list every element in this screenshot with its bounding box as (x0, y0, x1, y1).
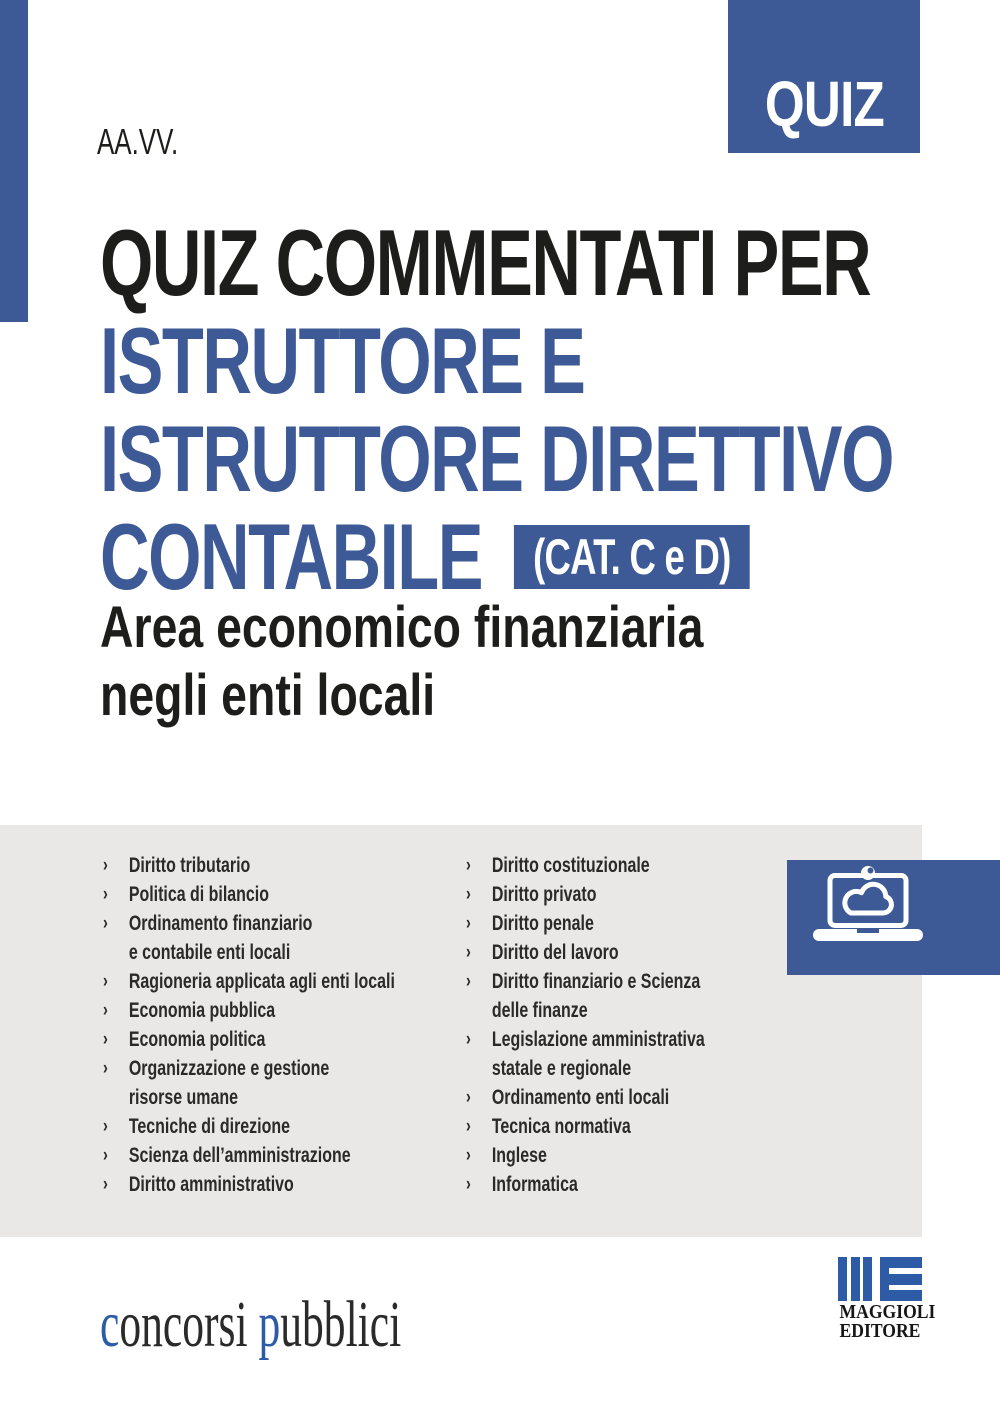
topic-label: Diritto costituzionale (491, 854, 650, 877)
topic-label: statale e regionale (491, 1057, 632, 1080)
list-item (466, 1170, 705, 1199)
online-content-box (787, 860, 1000, 975)
list-item (466, 967, 705, 996)
brand-text: ubblici (280, 1288, 402, 1361)
topic-label: Diritto penale (491, 912, 594, 935)
topic-label: Scienza dell’amministrazione (128, 1144, 351, 1167)
list-item (103, 1083, 395, 1112)
topic-label: Economia politica (128, 1028, 266, 1051)
chevron-bullet: › (103, 1058, 108, 1079)
title-line-1: QUIZ COMMENTATI PER (100, 210, 871, 315)
laptop-cloud-icon (813, 863, 923, 943)
topic-label: risorse umane (128, 1086, 238, 1109)
subtitle-line-2: negli enti locali (100, 663, 436, 728)
chevron-bullet: › (466, 942, 471, 963)
chevron-bullet: › (466, 971, 471, 992)
topic-label: Diritto del lavoro (491, 941, 619, 964)
topic-label: e contabile enti locali (128, 941, 291, 964)
chevron-bullet: › (103, 971, 108, 992)
chevron-bullet (103, 938, 129, 967)
publisher-name-line-1: MAGGIOLI (839, 1301, 936, 1323)
chevron-bullet: › (103, 884, 108, 905)
chevron-bullet: › (466, 855, 471, 876)
topic-label: Ordinamento enti locali (491, 1086, 670, 1109)
chevron-bullet: › (103, 1000, 108, 1021)
topic-label: Tecnica normativa (491, 1115, 631, 1138)
topic-label: Informatica (491, 1173, 578, 1196)
topic-label: Ordinamento finanziario (128, 912, 313, 935)
chevron-bullet: › (466, 913, 471, 934)
list-item (466, 1025, 705, 1054)
list-item (466, 938, 705, 967)
title-line-2: ISTRUTTORE E (100, 308, 585, 413)
list-item (466, 909, 705, 938)
topic-label: Organizzazione e gestione (128, 1057, 330, 1080)
chevron-bullet: › (466, 884, 471, 905)
list-item (466, 880, 705, 909)
topic-label: Diritto amministrativo (128, 1173, 294, 1196)
list-item (103, 880, 395, 909)
list-item (103, 909, 395, 938)
chevron-bullet: › (466, 1087, 471, 1108)
topics-column-right (466, 851, 705, 1199)
topic-label: Economia pubblica (128, 999, 276, 1022)
list-item (103, 1112, 395, 1141)
topic-label: Diritto finanziario e Scienza (491, 970, 701, 993)
book-title (100, 210, 894, 609)
subtitle (100, 594, 703, 730)
topic-label: delle finanze (491, 999, 588, 1022)
category-badge: (CAT. C e D) (514, 525, 749, 589)
list-item (103, 1170, 395, 1199)
subtitle-line-1: Area economico finanziaria (100, 595, 704, 660)
series-brand (100, 1288, 402, 1361)
topic-label: Politica di bilancio (128, 883, 269, 906)
chevron-bullet: › (103, 913, 108, 934)
chevron-bullet: › (103, 855, 108, 876)
list-item (466, 851, 705, 880)
list-item (103, 967, 395, 996)
chevron-bullet (103, 1083, 129, 1112)
chevron-bullet: › (103, 1174, 108, 1195)
list-item (466, 1112, 705, 1141)
list-item (466, 1141, 705, 1170)
list-item (103, 1141, 395, 1170)
list-item (466, 1054, 705, 1083)
topic-label: Diritto privato (491, 883, 597, 906)
publisher-name-line-2: EDITORE (839, 1320, 921, 1342)
chevron-bullet: › (103, 1116, 108, 1137)
topic-label: Inglese (491, 1144, 547, 1167)
title-line-4: CONTABILE (100, 504, 483, 609)
chevron-bullet: › (466, 1029, 471, 1050)
topic-label: Tecniche di direzione (128, 1115, 290, 1138)
topic-label: Diritto tributario (128, 854, 251, 877)
chevron-bullet (466, 1054, 492, 1083)
chevron-bullet: › (466, 1174, 471, 1195)
list-item (103, 1054, 395, 1083)
chevron-bullet: › (103, 1145, 108, 1166)
publisher-name (839, 1301, 936, 1342)
list-item (103, 996, 395, 1025)
chevron-bullet: › (466, 1116, 471, 1137)
publisher-logo (834, 1257, 936, 1342)
list-item (466, 996, 705, 1025)
list-item (103, 938, 395, 967)
brand-initial-c: c (100, 1288, 120, 1361)
chevron-bullet: › (103, 1029, 108, 1050)
list-item (103, 1025, 395, 1054)
series-quiz-label: QUIZ (764, 68, 884, 140)
brand-text: oncorsi (119, 1288, 259, 1361)
topics-column-left (103, 851, 395, 1199)
series-quiz-badge (728, 0, 920, 153)
maggioli-logo-mark-icon (838, 1257, 922, 1301)
title-line-3: ISTRUTTORE DIRETTIVO (100, 406, 894, 511)
list-item (466, 1083, 705, 1112)
list-item (103, 851, 395, 880)
left-accent-stripe (0, 0, 28, 322)
author: AA.VV. (97, 121, 179, 162)
brand-initial-p: p (258, 1288, 281, 1361)
chevron-bullet (466, 996, 492, 1025)
topic-label: Legislazione amministrativa (491, 1028, 705, 1051)
topic-label: Ragioneria applicata agli enti locali (128, 970, 395, 993)
chevron-bullet: › (466, 1145, 471, 1166)
